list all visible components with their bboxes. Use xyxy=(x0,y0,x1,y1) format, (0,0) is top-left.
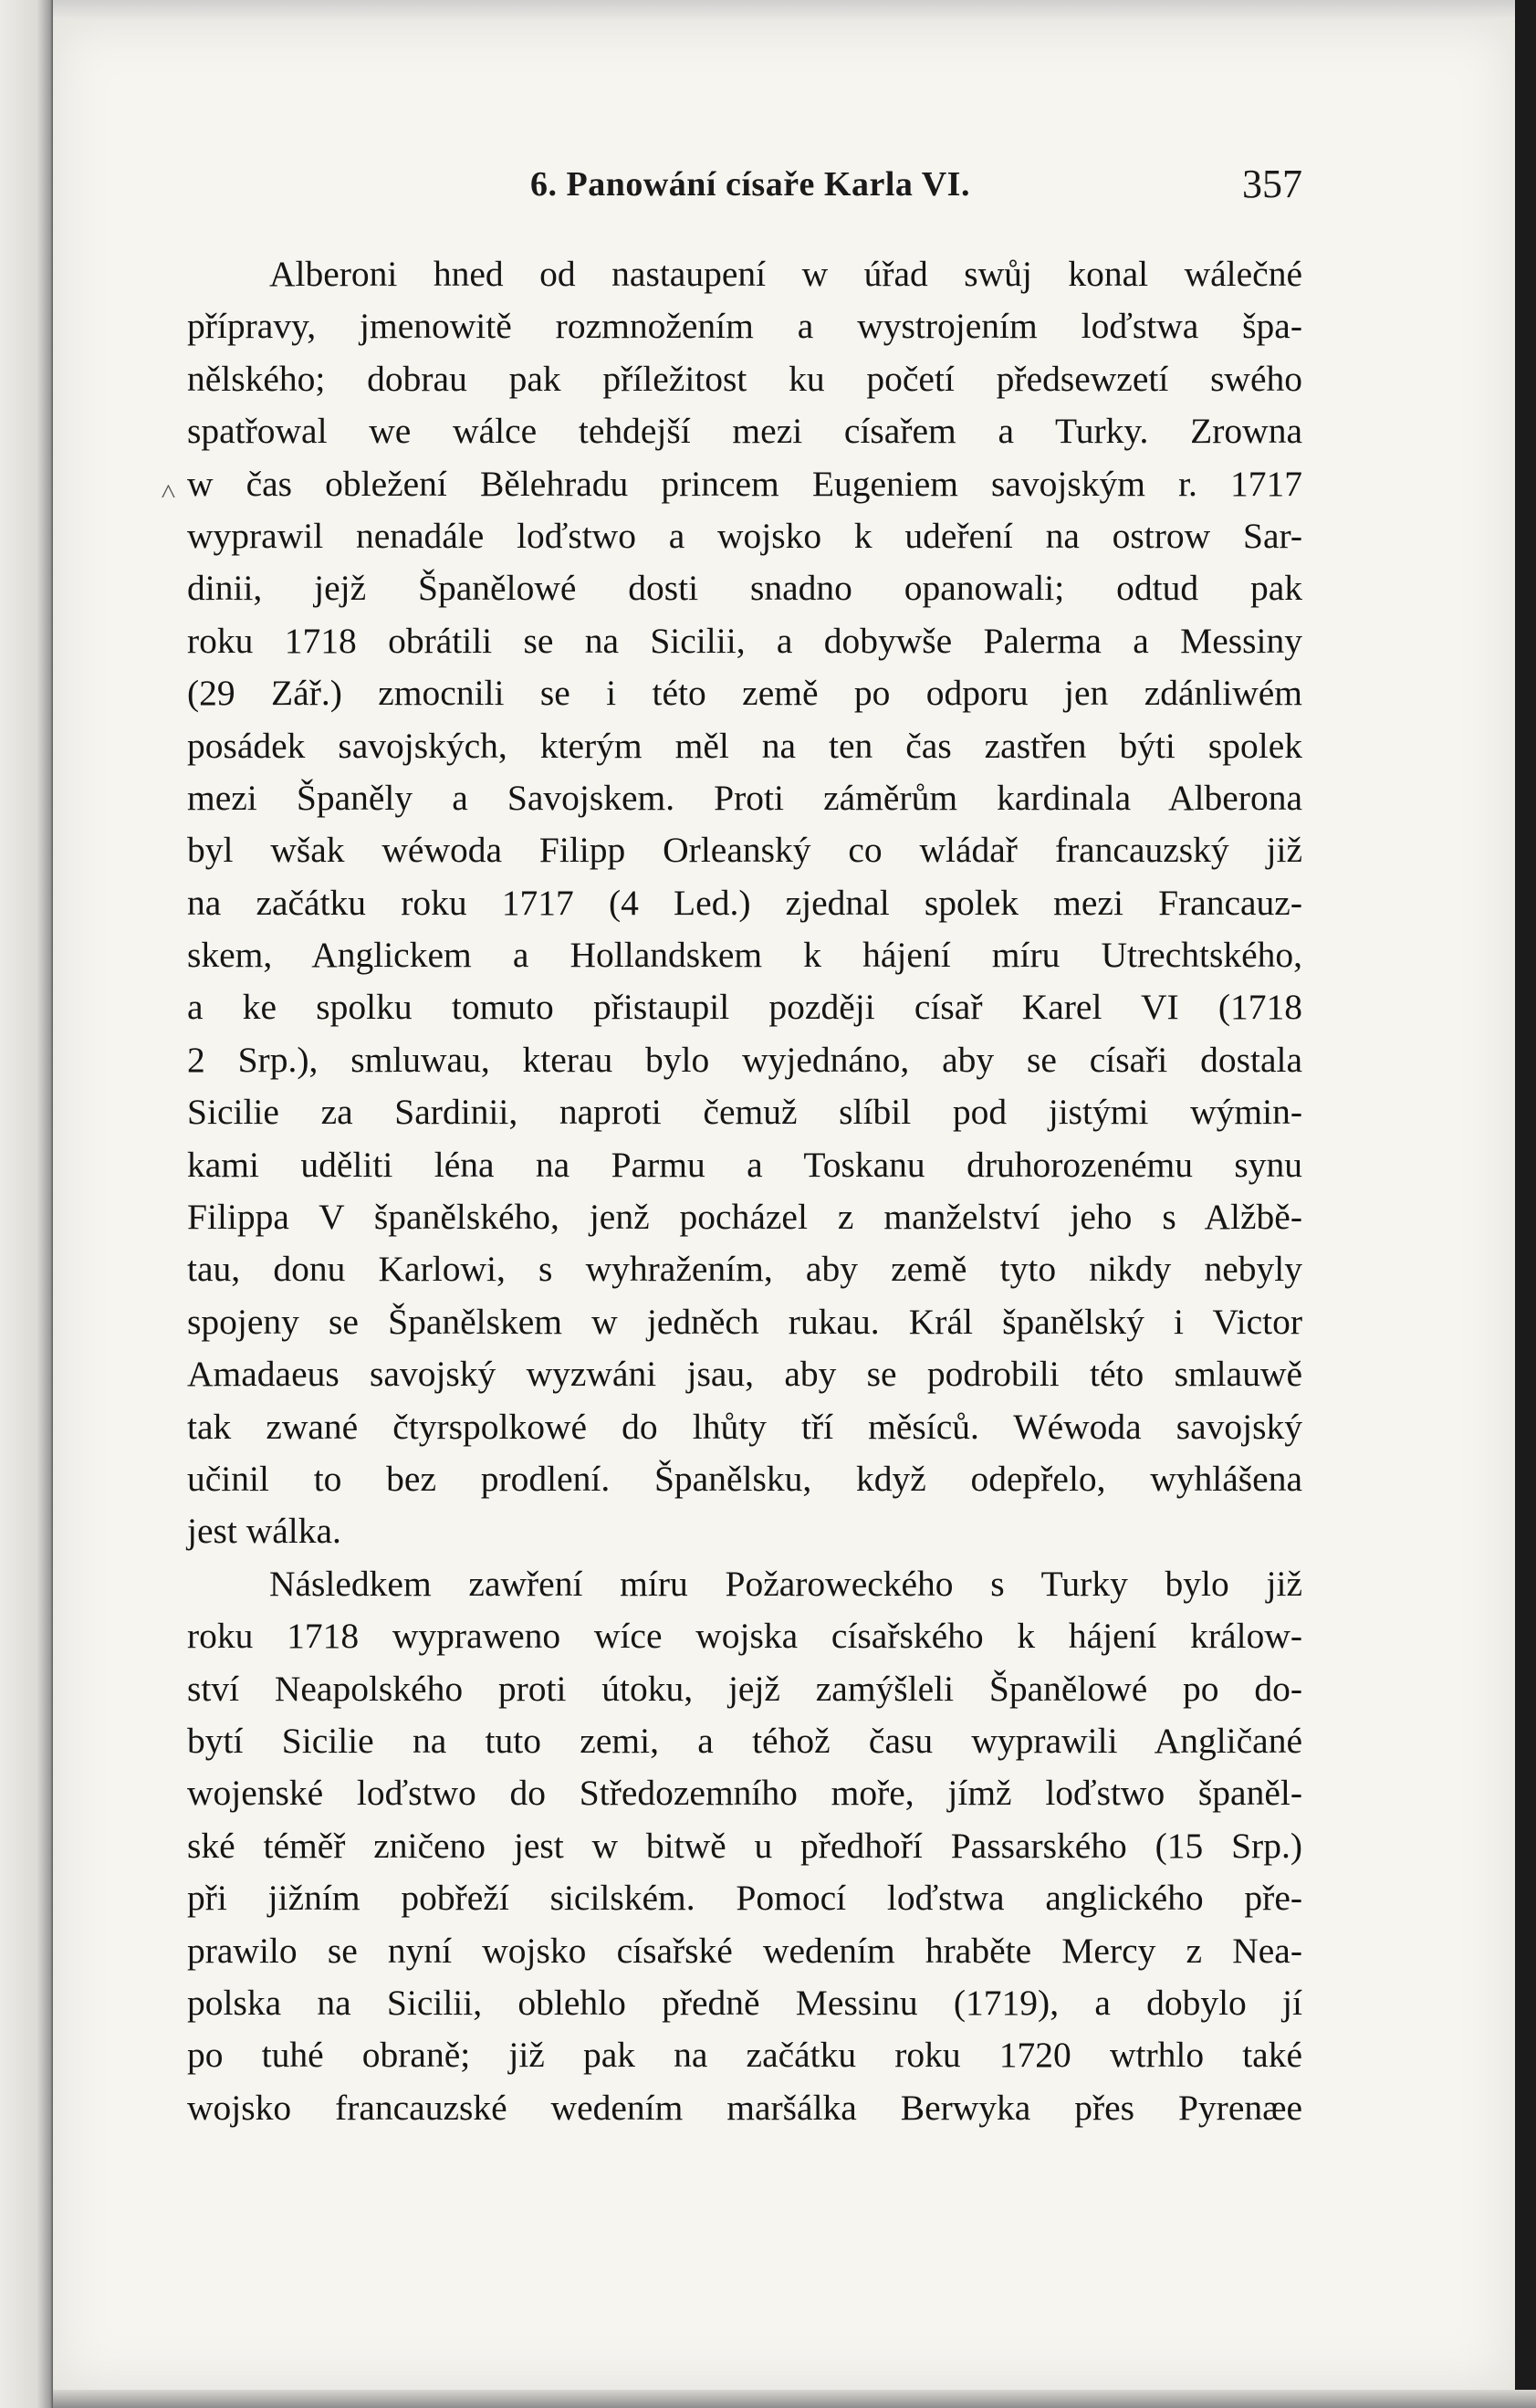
text-line: (29 Zář.) zmocnili se i této země po odporu jen zdánliwém xyxy=(187,673,1302,714)
text-line: přípravy, jmenowitě rozmnožením a wystrojením loďstwa špa- xyxy=(187,306,1302,347)
text-line: spatřowal we wálce tehdejší mezi císařem a Turky. Zrowna xyxy=(187,411,1302,452)
facing-page-edge xyxy=(0,0,53,2408)
text-line: jest wálka. xyxy=(187,1511,341,1552)
text-line: Alberoni hned od nastaupení w úřad swůj konal wálečné xyxy=(269,254,1302,294)
page-number: 357 xyxy=(1242,162,1302,206)
text-line: polska na Sicilii, oblehlo předně Messinu (1719), a dobylo jí xyxy=(187,1982,1302,2023)
text-line: Amadaeus savojský wyzwáni jsau, aby se podrobili této smlauwě xyxy=(187,1354,1302,1395)
text-line: Filippa V španělského, jenž pocházel z manželství jeho s Alžbě- xyxy=(187,1197,1302,1238)
text-line: spojeny se Španělskem w jedněch rukau. Král španělský i Victor xyxy=(187,1301,1302,1342)
text-line: wyprawil nenadále loďstwo a wojsko k udeření na ostrow Sar- xyxy=(187,515,1302,556)
page-header xyxy=(187,161,1302,215)
page-bottom-edge xyxy=(53,2390,1536,2408)
text-line: ství Neapolského proti útoku, jejž zamýšleli Španělowé po do- xyxy=(187,1668,1302,1709)
running-title: 6. Panowání císaře Karla VI. xyxy=(530,165,970,204)
text-line: roku 1718 obrátili se na Sicilii, a dobywše Palerma a Messiny xyxy=(187,620,1302,661)
text-line: Následkem zawření míru Požaroweckého s Turky bylo již xyxy=(269,1563,1302,1604)
margin-mark: ˄ xyxy=(161,476,176,507)
text-line: bytí Sicilie na tuto zemi, a téhož času wyprawili Angličané xyxy=(187,1720,1302,1761)
text-line: wojenské loďstwo do Středozemního moře, jímž loďstwo španěl- xyxy=(187,1773,1302,1814)
text-line: kami uděliti léna na Parmu a Toskanu druhorozenému synu xyxy=(187,1144,1302,1185)
text-line: ské téměř zničeno jest w bitwě u předhoří Passarského (15 Srp.) xyxy=(187,1825,1302,1866)
text-line: tau, donu Karlowi, s wyhražením, aby země tyto nikdy nebyly xyxy=(187,1249,1302,1290)
text-line: roku 1718 wypraweno wíce wojska císařského k hájení králow- xyxy=(187,1616,1302,1657)
text-line: na začátku roku 1717 (4 Led.) zjednal spolek mezi Francauz- xyxy=(187,882,1302,923)
text-line: Sicilie za Sardinii, naproti čemuž slíbil pod jistými wýmin- xyxy=(187,1092,1302,1133)
text-line: byl wšak wéwoda Filipp Orleanský co wládař francauzský již xyxy=(187,830,1302,871)
text-line: nělského; dobrau pak příležitost ku početí předsewzetí swého xyxy=(187,358,1302,399)
page-top-edge xyxy=(53,0,1536,20)
page-right-shadow xyxy=(1515,0,1536,2408)
text-line: 2 Srp.), smluwau, kterau bylo wyjednáno, aby se císaři dostala xyxy=(187,1039,1302,1080)
paragraph xyxy=(187,1558,1302,2134)
text-line: skem, Anglickem a Hollandskem k hájení míru Utrechtského, xyxy=(187,935,1302,976)
text-line: a ke spolku tomuto přistaupil později císař Karel VI (1718 xyxy=(187,987,1302,1028)
text-line: w čas obležení Bělehradu princem Eugeniem savojským r. 1717 xyxy=(187,463,1302,504)
body-text xyxy=(187,248,1302,2134)
text-line: wojsko francauzské wedením maršálka Berwyka přes Pyrenæe xyxy=(187,2087,1302,2128)
text-line: mezi Španěly a Savojskem. Proti záměrům kardinala Alberona xyxy=(187,777,1302,818)
text-line: prawilo se nyní wojsko císařské wedením hraběte Mercy z Nea- xyxy=(187,1930,1302,1971)
paragraph xyxy=(187,248,1302,1558)
text-line: při jižním pobřeží sicilském. Pomocí loďstwa anglického pře- xyxy=(187,1878,1302,1919)
text-line: tak zwané čtyrspolkowé do lhůty tří měsíců. Wéwoda savojský xyxy=(187,1406,1302,1447)
text-line: posádek savojských, kterým měl na ten čas zastřen býti spolek xyxy=(187,725,1302,766)
text-line: po tuhé obraně; již pak na začátku roku 1720 wtrhlo také xyxy=(187,2035,1302,2076)
text-line: učinil to bez prodlení. Španělsku, když odepřelo, wyhlášena xyxy=(187,1458,1302,1499)
text-line: dinii, jejž Španělowé dosti snadno opanowali; odtud pak xyxy=(187,568,1302,609)
